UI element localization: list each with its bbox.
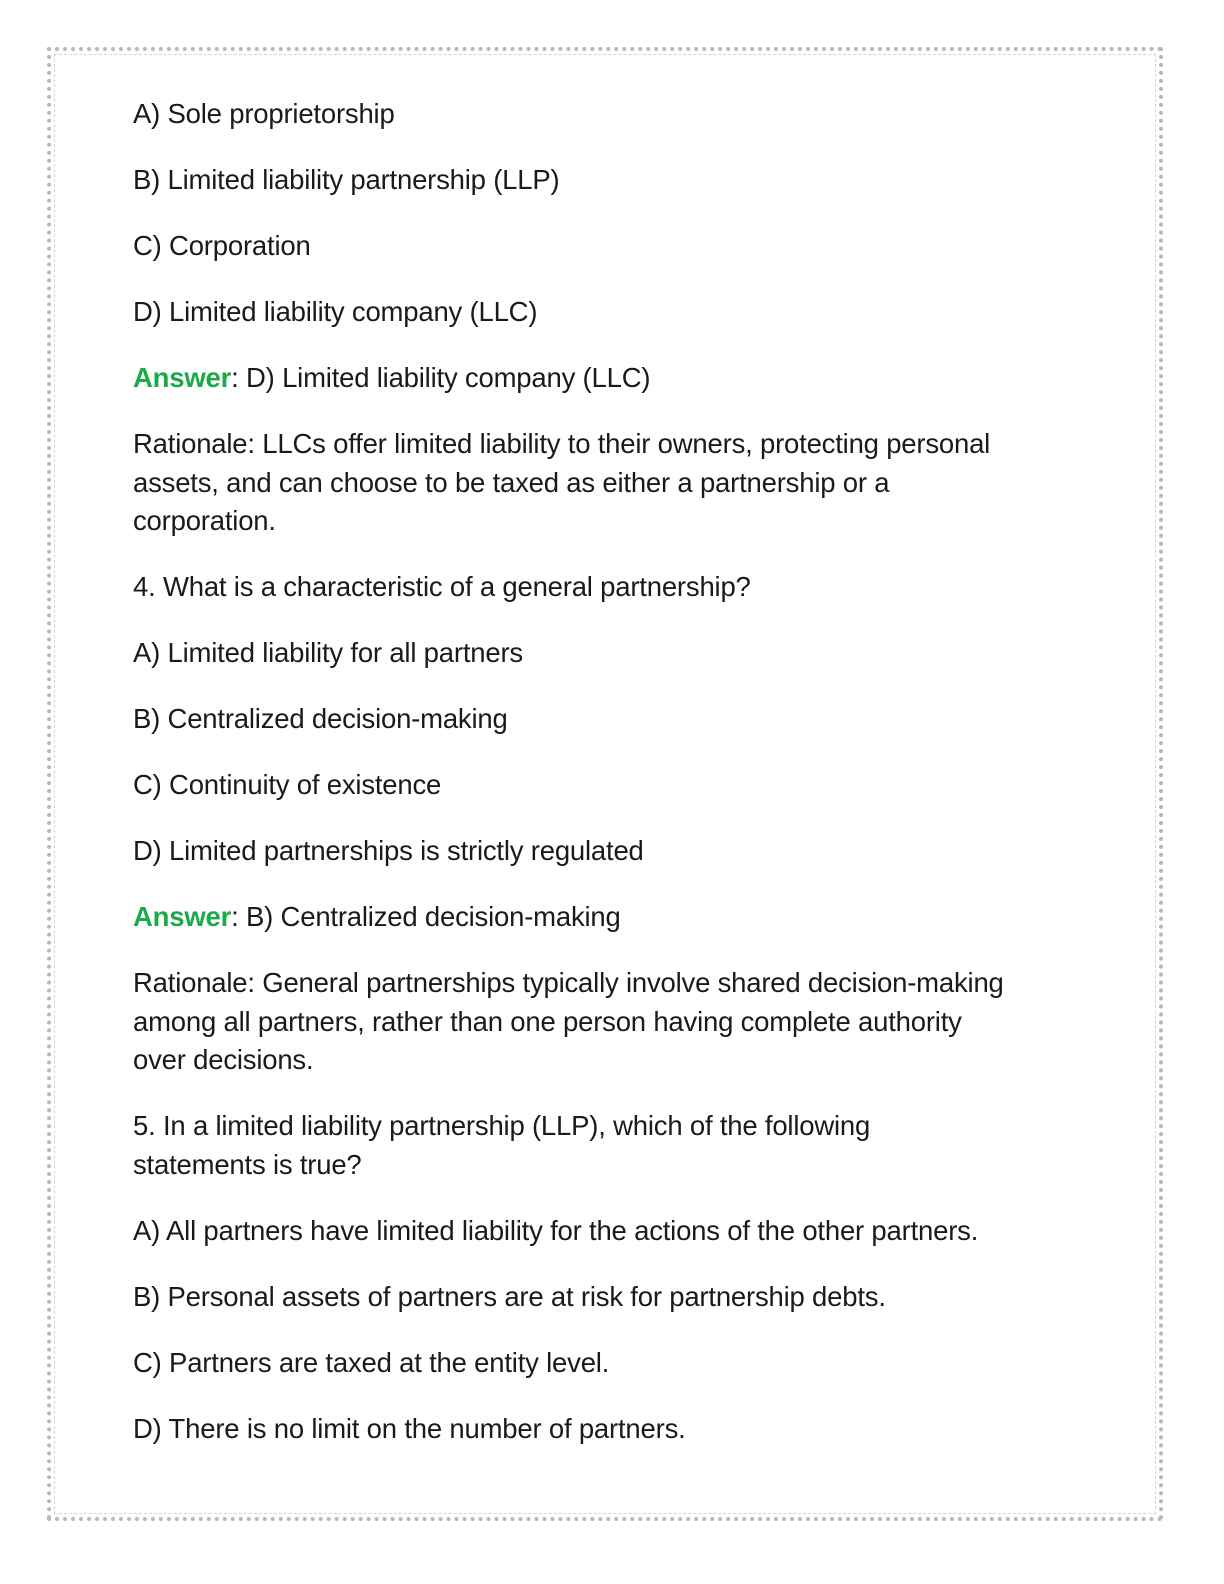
q3-rationale-line: assets, and can choose to be taxed as either a partnership or a	[133, 466, 890, 498]
q3-option-b: B) Limited liability partnership (LLP)	[133, 164, 560, 195]
q4-answer-text: : B) Centralized decision-making	[231, 901, 621, 932]
q4-option-c: C) Continuity of existence	[133, 769, 442, 800]
q4-option-a: A) Limited liability for all partners	[133, 637, 523, 668]
q5-question-line: statements is true?	[133, 1148, 362, 1180]
q3-option-c: C) Corporation	[133, 230, 311, 261]
q5-question	[133, 1107, 1083, 1184]
q3-rationale-line: corporation.	[133, 505, 276, 536]
q4-rationale-line: Rationale: General partnerships typically involve shared decision-making	[133, 967, 1004, 998]
q4-answer-label: Answer	[133, 901, 232, 932]
q4-rationale-line: over decisions.	[133, 1044, 314, 1075]
q3-answer-text: : D) Limited liability company (LLC)	[231, 362, 651, 393]
q4-rationale-line: among all partners, rather than one person having complete authority	[133, 1005, 962, 1037]
q4-answer	[133, 898, 1083, 937]
q4-rationale	[133, 964, 1083, 1080]
q3-option-a: A) Sole proprietorship	[133, 98, 395, 129]
q3-answer-label: Answer	[133, 362, 232, 393]
q3-option-d: D) Limited liability company (LLC)	[133, 296, 538, 327]
q5-option-a: A) All partners have limited liability for the actions of the other partners.	[133, 1214, 979, 1246]
q4-question: 4. What is a characteristic of a general partnership?	[133, 571, 751, 602]
q3-rationale	[133, 425, 1083, 541]
q3-rationale-line: Rationale: LLCs offer limited liability to their owners, protecting personal	[133, 428, 991, 459]
q5-option-c: C) Partners are taxed at the entity level.	[133, 1346, 610, 1378]
document-content	[133, 95, 1083, 1476]
q5-option-d: D) There is no limit on the number of partners.	[133, 1412, 686, 1444]
q4-option-d: D) Limited partnerships is strictly regulated	[133, 835, 644, 866]
q5-question-line: 5. In a limited liability partnership (LLP), which of the following	[133, 1110, 871, 1141]
q4-option-b: B) Centralized decision-making	[133, 703, 508, 734]
q3-answer	[133, 359, 1083, 398]
q5-option-b: B) Personal assets of partners are at risk for partnership debts.	[133, 1280, 886, 1312]
